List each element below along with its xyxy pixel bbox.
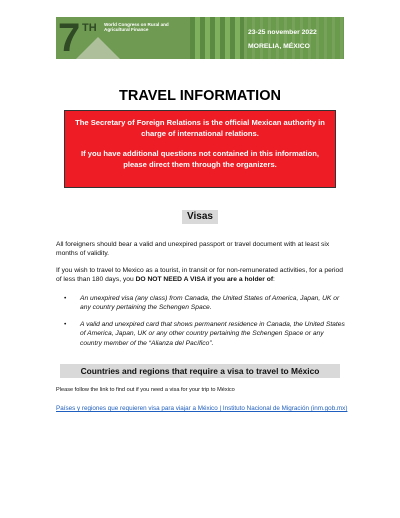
event-location: MORELIA, MÉXICO (248, 43, 310, 50)
pyramid-icon (76, 37, 120, 59)
congress-number: 7 (58, 17, 81, 59)
congress-name: World Congress on Rural and Agricultural Finance (104, 22, 169, 33)
congress-number-suffix: TH (82, 22, 97, 34)
visa-exemption-text: If you wish to travel to Mexico as a tourist, in transit or for non-remunerated activities, for a period of less than 180 days, you (56, 267, 343, 284)
official-notice-box (64, 110, 336, 188)
visa-exemption-emphasis: DO NOT NEED A VISA if you are a holder of (135, 276, 274, 284)
list-item-text: An unexpired visa (any class) from Canada, the United States of America, Japan, UK or any country pertaining the Schengen Space. (80, 295, 340, 312)
notice-line-1: The Secretary of Foreign Relations is the official Mexican authority in charge of international relations. (75, 118, 325, 138)
congress-logo (56, 17, 190, 59)
bullet-icon: • (64, 321, 67, 328)
visas-heading: Visas (182, 210, 218, 224)
event-dates: 23-25 november 2022 (248, 29, 317, 36)
congress-banner (56, 17, 344, 59)
inm-visa-link[interactable]: Países y regiones que requieren visa para viajar a México | Instituto Nacional de Migración (inm.gob.mx) (56, 405, 348, 412)
list-item-text: A valid and unexpired card that shows permanent residence in Canada, the United States of America, Japan, UK or any other country pertaining the Schengen Space or any country member of the “Alianza del Pacífico”. (80, 321, 345, 347)
banner-photo (190, 17, 244, 59)
passport-paragraph: All foreigners should bear a valid and unexpired passport or travel document with at least six months of validity. (56, 241, 330, 258)
countries-heading: Countries and regions that require a visa to travel to México (60, 364, 340, 378)
bullet-icon: • (64, 295, 67, 302)
visa-check-instruction: Please follow the link to find out if you need a visa for your trip to México (56, 387, 235, 393)
banner-event-info (244, 17, 344, 59)
visa-exemption-colon: : (273, 276, 275, 284)
page-title: TRAVEL INFORMATION (119, 88, 281, 104)
notice-line-2: If you have additional questions not contained in this information, please direct them through the organizers. (81, 149, 319, 169)
visa-exemption-paragraph (56, 266, 348, 285)
